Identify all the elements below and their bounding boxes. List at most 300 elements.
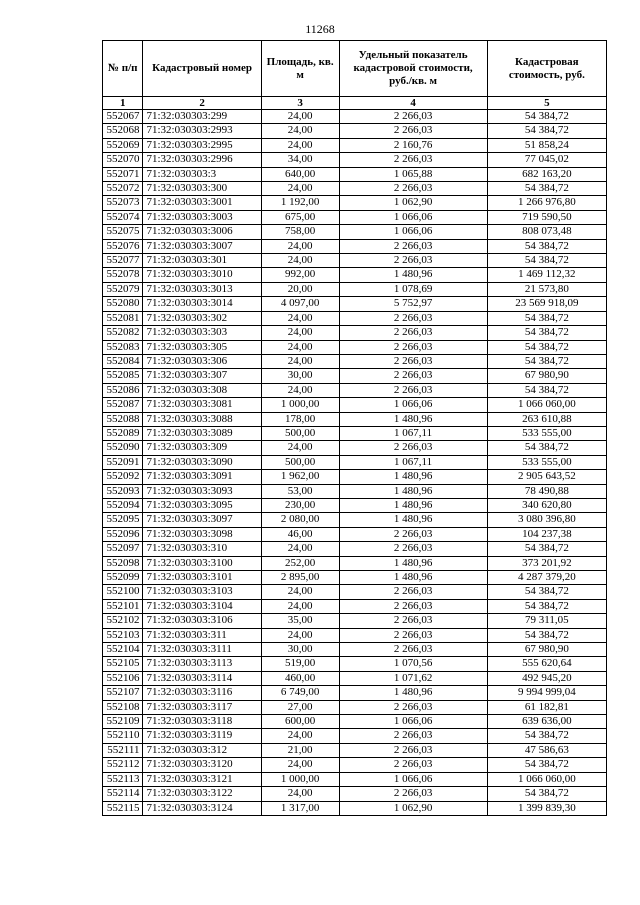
table-row	[103, 484, 607, 498]
table-row	[103, 743, 607, 757]
cadastral-number-cell: 71:32:030303:3124	[143, 801, 261, 815]
specific-value-cell: 2 266,03	[339, 729, 487, 743]
cadastral-number-cell: 71:32:030303:3081	[143, 398, 261, 412]
table-row	[103, 441, 607, 455]
row-number-cell: 552071	[103, 167, 143, 181]
row-number-cell: 552080	[103, 297, 143, 311]
area-cell: 24,00	[261, 585, 339, 599]
area-cell: 1 317,00	[261, 801, 339, 815]
cadastral-value-cell: 54 384,72	[487, 441, 606, 455]
table-row	[103, 110, 607, 124]
table-row	[103, 614, 607, 628]
cadastral-number-cell: 71:32:030303:3116	[143, 686, 261, 700]
cadastral-value-cell: 78 490,88	[487, 484, 606, 498]
table-row	[103, 498, 607, 512]
specific-value-cell: 1 480,96	[339, 686, 487, 700]
area-cell: 640,00	[261, 167, 339, 181]
table-row	[103, 470, 607, 484]
specific-value-cell: 2 266,03	[339, 254, 487, 268]
cadastral-value-cell: 54 384,72	[487, 340, 606, 354]
row-number-cell: 552067	[103, 110, 143, 124]
area-cell: 600,00	[261, 715, 339, 729]
cadastral-number-cell: 71:32:030303:303	[143, 326, 261, 340]
specific-value-cell: 1 480,96	[339, 571, 487, 585]
page-number: 11268	[305, 22, 335, 36]
area-cell: 24,00	[261, 729, 339, 743]
cadastral-value-cell: 67 980,90	[487, 369, 606, 383]
table-row	[103, 282, 607, 296]
table-row	[103, 383, 607, 397]
cadastral-number-cell: 71:32:030303:3010	[143, 268, 261, 282]
area-cell: 24,00	[261, 787, 339, 801]
row-number-cell: 552108	[103, 700, 143, 714]
area-cell: 24,00	[261, 138, 339, 152]
table-row	[103, 153, 607, 167]
area-cell: 2 080,00	[261, 513, 339, 527]
area-cell: 24,00	[261, 628, 339, 642]
cadastral-value-cell: 21 573,80	[487, 282, 606, 296]
specific-value-cell: 2 266,03	[339, 340, 487, 354]
row-number-cell: 552106	[103, 671, 143, 685]
specific-value-cell: 2 266,03	[339, 239, 487, 253]
cadastral-value-cell: 54 384,72	[487, 254, 606, 268]
row-number-cell: 552097	[103, 542, 143, 556]
cadastral-number-cell: 71:32:030303:3001	[143, 196, 261, 210]
table-row	[103, 167, 607, 181]
specific-value-cell: 2 266,03	[339, 153, 487, 167]
cadastral-number-cell: 71:32:030303:312	[143, 743, 261, 757]
table-row	[103, 686, 607, 700]
specific-value-cell: 2 266,03	[339, 369, 487, 383]
row-number-cell: 552102	[103, 614, 143, 628]
cadastral-number-cell: 71:32:030303:302	[143, 311, 261, 325]
row-number-cell: 552089	[103, 426, 143, 440]
cadastral-number-cell: 71:32:030303:3013	[143, 282, 261, 296]
row-number-cell: 552072	[103, 182, 143, 196]
cadastral-value-cell: 263 610,88	[487, 412, 606, 426]
row-number-cell: 552111	[103, 743, 143, 757]
column-number: 2	[143, 97, 261, 110]
specific-value-cell: 2 266,03	[339, 758, 487, 772]
header-specific-value: Удельный показатель кадастровой стоимости, руб./кв. м	[339, 41, 487, 97]
table-row	[103, 599, 607, 613]
specific-value-cell: 2 266,03	[339, 542, 487, 556]
cadastral-value-cell: 77 045,02	[487, 153, 606, 167]
cadastral-value-cell: 639 636,00	[487, 715, 606, 729]
cadastral-value-cell: 54 384,72	[487, 383, 606, 397]
area-cell: 24,00	[261, 239, 339, 253]
specific-value-cell: 1 066,06	[339, 715, 487, 729]
area-cell: 24,00	[261, 340, 339, 354]
cadastral-value-cell: 1 066 060,00	[487, 772, 606, 786]
specific-value-cell: 1 078,69	[339, 282, 487, 296]
area-cell: 24,00	[261, 182, 339, 196]
specific-value-cell: 1 070,56	[339, 657, 487, 671]
cadastral-value-cell: 67 980,90	[487, 643, 606, 657]
row-number-cell: 552073	[103, 196, 143, 210]
cadastral-value-cell: 533 555,00	[487, 426, 606, 440]
cadastral-value-cell: 51 858,24	[487, 138, 606, 152]
cadastral-value-cell: 104 237,38	[487, 527, 606, 541]
row-number-cell: 552090	[103, 441, 143, 455]
cadastral-number-cell: 71:32:030303:3003	[143, 210, 261, 224]
cadastral-number-cell: 71:32:030303:3122	[143, 787, 261, 801]
area-cell: 27,00	[261, 700, 339, 714]
specific-value-cell: 2 266,03	[339, 787, 487, 801]
column-number: 1	[103, 97, 143, 110]
cadastral-value-cell: 1 469 112,32	[487, 268, 606, 282]
cadastral-number-cell: 71:32:030303:3093	[143, 484, 261, 498]
specific-value-cell: 1 480,96	[339, 412, 487, 426]
cadastral-value-cell: 555 620,64	[487, 657, 606, 671]
cadastral-value-cell: 340 620,80	[487, 498, 606, 512]
row-number-cell: 552086	[103, 383, 143, 397]
cadastral-number-cell: 71:32:030303:3121	[143, 772, 261, 786]
row-number-cell: 552092	[103, 470, 143, 484]
table-body	[103, 110, 607, 816]
cadastral-value-cell: 54 384,72	[487, 239, 606, 253]
table-row	[103, 196, 607, 210]
cadastral-number-cell: 71:32:030303:301	[143, 254, 261, 268]
row-number-cell: 552103	[103, 628, 143, 642]
table-row	[103, 671, 607, 685]
area-cell: 4 097,00	[261, 297, 339, 311]
table-row	[103, 268, 607, 282]
specific-value-cell: 2 266,03	[339, 527, 487, 541]
specific-value-cell: 2 160,76	[339, 138, 487, 152]
area-cell: 24,00	[261, 441, 339, 455]
specific-value-cell: 2 266,03	[339, 182, 487, 196]
cadastral-value-cell: 1 066 060,00	[487, 398, 606, 412]
column-number-row	[103, 97, 607, 110]
cadastral-value-cell: 47 586,63	[487, 743, 606, 757]
cadastral-value-cell: 2 905 643,52	[487, 470, 606, 484]
row-number-cell: 552079	[103, 282, 143, 296]
cadastral-number-cell: 71:32:030303:3113	[143, 657, 261, 671]
specific-value-cell: 2 266,03	[339, 383, 487, 397]
row-number-cell: 552107	[103, 686, 143, 700]
table-header-row	[103, 41, 607, 97]
cadastral-value-table	[102, 40, 607, 816]
area-cell: 1 192,00	[261, 196, 339, 210]
specific-value-cell: 5 752,97	[339, 297, 487, 311]
specific-value-cell: 2 266,03	[339, 743, 487, 757]
specific-value-cell: 1 480,96	[339, 498, 487, 512]
specific-value-cell: 1 066,06	[339, 210, 487, 224]
specific-value-cell: 2 266,03	[339, 311, 487, 325]
cadastral-value-cell: 9 994 999,04	[487, 686, 606, 700]
table-row	[103, 571, 607, 585]
area-cell: 24,00	[261, 124, 339, 138]
cadastral-number-cell: 71:32:030303:3097	[143, 513, 261, 527]
area-cell: 230,00	[261, 498, 339, 512]
row-number-cell: 552085	[103, 369, 143, 383]
cadastral-value-cell: 54 384,72	[487, 182, 606, 196]
cadastral-number-cell: 71:32:030303:3103	[143, 585, 261, 599]
cadastral-number-cell: 71:32:030303:3006	[143, 225, 261, 239]
cadastral-value-cell: 54 384,72	[487, 326, 606, 340]
row-number-cell: 552083	[103, 340, 143, 354]
cadastral-number-cell: 71:32:030303:3104	[143, 599, 261, 613]
row-number-cell: 552115	[103, 801, 143, 815]
area-cell: 24,00	[261, 383, 339, 397]
cadastral-number-cell: 71:32:030303:3114	[143, 671, 261, 685]
header-cadastral-number: Кадастровый номер	[143, 41, 261, 97]
area-cell: 35,00	[261, 614, 339, 628]
row-number-cell: 552114	[103, 787, 143, 801]
cadastral-value-cell: 54 384,72	[487, 628, 606, 642]
row-number-cell: 552096	[103, 527, 143, 541]
specific-value-cell: 1 480,96	[339, 556, 487, 570]
table-row	[103, 412, 607, 426]
cadastral-number-cell: 71:32:030303:3101	[143, 571, 261, 585]
area-cell: 758,00	[261, 225, 339, 239]
specific-value-cell: 1 066,06	[339, 772, 487, 786]
specific-value-cell: 2 266,03	[339, 614, 487, 628]
area-cell: 34,00	[261, 153, 339, 167]
specific-value-cell: 1 480,96	[339, 470, 487, 484]
cadastral-number-cell: 71:32:030303:3120	[143, 758, 261, 772]
row-number-cell: 552075	[103, 225, 143, 239]
cadastral-value-cell: 373 201,92	[487, 556, 606, 570]
table-row	[103, 311, 607, 325]
row-number-cell: 552110	[103, 729, 143, 743]
specific-value-cell: 2 266,03	[339, 354, 487, 368]
area-cell: 992,00	[261, 268, 339, 282]
cadastral-value-cell: 54 384,72	[487, 124, 606, 138]
table-row	[103, 628, 607, 642]
table-row	[103, 254, 607, 268]
table-row	[103, 369, 607, 383]
cadastral-value-cell: 54 384,72	[487, 585, 606, 599]
cadastral-value-cell: 1 399 839,30	[487, 801, 606, 815]
area-cell: 21,00	[261, 743, 339, 757]
area-cell: 24,00	[261, 254, 339, 268]
cadastral-number-cell: 71:32:030303:3088	[143, 412, 261, 426]
row-number-cell: 552099	[103, 571, 143, 585]
area-cell: 24,00	[261, 354, 339, 368]
row-number-cell: 552112	[103, 758, 143, 772]
cadastral-value-cell: 54 384,72	[487, 311, 606, 325]
cadastral-number-cell: 71:32:030303:3014	[143, 297, 261, 311]
row-number-cell: 552098	[103, 556, 143, 570]
cadastral-number-cell: 71:32:030303:3090	[143, 455, 261, 469]
cadastral-value-cell: 54 384,72	[487, 542, 606, 556]
specific-value-cell: 1 480,96	[339, 484, 487, 498]
area-cell: 500,00	[261, 455, 339, 469]
specific-value-cell: 2 266,03	[339, 441, 487, 455]
cadastral-number-cell: 71:32:030303:3118	[143, 715, 261, 729]
specific-value-cell: 1 066,06	[339, 225, 487, 239]
cadastral-number-cell: 71:32:030303:3098	[143, 527, 261, 541]
cadastral-number-cell: 71:32:030303:311	[143, 628, 261, 642]
cadastral-number-cell: 71:32:030303:3117	[143, 700, 261, 714]
cadastral-number-cell: 71:32:030303:309	[143, 441, 261, 455]
cadastral-value-cell: 54 384,72	[487, 110, 606, 124]
cadastral-value-cell: 808 073,48	[487, 225, 606, 239]
specific-value-cell: 2 266,03	[339, 124, 487, 138]
cadastral-value-cell: 54 384,72	[487, 787, 606, 801]
cadastral-number-cell: 71:32:030303:3095	[143, 498, 261, 512]
cadastral-number-cell: 71:32:030303:3089	[143, 426, 261, 440]
cadastral-number-cell: 71:32:030303:310	[143, 542, 261, 556]
area-cell: 24,00	[261, 326, 339, 340]
table-row	[103, 297, 607, 311]
table-row	[103, 354, 607, 368]
row-number-cell: 552088	[103, 412, 143, 426]
cadastral-number-cell: 71:32:030303:3111	[143, 643, 261, 657]
row-number-cell: 552087	[103, 398, 143, 412]
cadastral-value-cell: 3 080 396,80	[487, 513, 606, 527]
area-cell: 500,00	[261, 426, 339, 440]
header-row-number: № п/п	[103, 41, 143, 97]
area-cell: 24,00	[261, 311, 339, 325]
header-area: Площадь, кв. м	[261, 41, 339, 97]
specific-value-cell: 2 266,03	[339, 110, 487, 124]
cadastral-value-cell: 23 569 918,09	[487, 297, 606, 311]
table-row	[103, 124, 607, 138]
area-cell: 24,00	[261, 542, 339, 556]
specific-value-cell: 2 266,03	[339, 599, 487, 613]
cadastral-number-cell: 71:32:030303:307	[143, 369, 261, 383]
table-row	[103, 527, 607, 541]
cadastral-number-cell: 71:32:030303:3091	[143, 470, 261, 484]
specific-value-cell: 1 067,11	[339, 426, 487, 440]
specific-value-cell: 1 071,62	[339, 671, 487, 685]
specific-value-cell: 1 062,90	[339, 801, 487, 815]
table-row	[103, 239, 607, 253]
cadastral-value-cell: 719 590,50	[487, 210, 606, 224]
table-row	[103, 513, 607, 527]
table-row	[103, 225, 607, 239]
area-cell: 1 962,00	[261, 470, 339, 484]
cadastral-number-cell: 71:32:030303:3100	[143, 556, 261, 570]
cadastral-value-cell: 79 311,05	[487, 614, 606, 628]
table-row	[103, 801, 607, 815]
area-cell: 53,00	[261, 484, 339, 498]
specific-value-cell: 1 067,11	[339, 455, 487, 469]
table-row	[103, 657, 607, 671]
area-cell: 24,00	[261, 110, 339, 124]
area-cell: 6 749,00	[261, 686, 339, 700]
table-row	[103, 398, 607, 412]
area-cell: 460,00	[261, 671, 339, 685]
area-cell: 178,00	[261, 412, 339, 426]
cadastral-number-cell: 71:32:030303:3119	[143, 729, 261, 743]
row-number-cell: 552113	[103, 772, 143, 786]
table-row	[103, 772, 607, 786]
specific-value-cell: 1 480,96	[339, 268, 487, 282]
cadastral-number-cell: 71:32:030303:3	[143, 167, 261, 181]
cadastral-number-cell: 71:32:030303:2995	[143, 138, 261, 152]
area-cell: 675,00	[261, 210, 339, 224]
cadastral-value-cell: 492 945,20	[487, 671, 606, 685]
cadastral-value-cell: 533 555,00	[487, 455, 606, 469]
cadastral-number-cell: 71:32:030303:2993	[143, 124, 261, 138]
row-number-cell: 552082	[103, 326, 143, 340]
cadastral-number-cell: 71:32:030303:300	[143, 182, 261, 196]
area-cell: 20,00	[261, 282, 339, 296]
row-number-cell: 552093	[103, 484, 143, 498]
cadastral-number-cell: 71:32:030303:299	[143, 110, 261, 124]
column-number: 4	[339, 97, 487, 110]
cadastral-value-cell: 61 182,81	[487, 700, 606, 714]
table-row	[103, 787, 607, 801]
area-cell: 2 895,00	[261, 571, 339, 585]
table-row	[103, 585, 607, 599]
table-row	[103, 758, 607, 772]
area-cell: 24,00	[261, 758, 339, 772]
table-row	[103, 426, 607, 440]
specific-value-cell: 2 266,03	[339, 585, 487, 599]
row-number-cell: 552078	[103, 268, 143, 282]
area-cell: 30,00	[261, 369, 339, 383]
area-cell: 24,00	[261, 599, 339, 613]
row-number-cell: 552095	[103, 513, 143, 527]
table-row	[103, 556, 607, 570]
specific-value-cell: 2 266,03	[339, 326, 487, 340]
area-cell: 1 000,00	[261, 398, 339, 412]
row-number-cell: 552074	[103, 210, 143, 224]
cadastral-number-cell: 71:32:030303:3007	[143, 239, 261, 253]
area-cell: 252,00	[261, 556, 339, 570]
cadastral-number-cell: 71:32:030303:3106	[143, 614, 261, 628]
cadastral-number-cell: 71:32:030303:308	[143, 383, 261, 397]
row-number-cell: 552076	[103, 239, 143, 253]
specific-value-cell: 2 266,03	[339, 643, 487, 657]
cadastral-value-cell: 54 384,72	[487, 758, 606, 772]
header-cadastral-value: Кадастровая стоимость, руб.	[487, 41, 606, 97]
row-number-cell: 552068	[103, 124, 143, 138]
cadastral-number-cell: 71:32:030303:2996	[143, 153, 261, 167]
table-row	[103, 700, 607, 714]
table-row	[103, 340, 607, 354]
specific-value-cell: 2 266,03	[339, 700, 487, 714]
table-row	[103, 210, 607, 224]
row-number-cell: 552105	[103, 657, 143, 671]
column-number: 5	[487, 97, 606, 110]
row-number-cell: 552091	[103, 455, 143, 469]
column-number: 3	[261, 97, 339, 110]
table-row	[103, 455, 607, 469]
specific-value-cell: 1 065,88	[339, 167, 487, 181]
cadastral-value-cell: 682 163,20	[487, 167, 606, 181]
table-row	[103, 182, 607, 196]
row-number-cell: 552100	[103, 585, 143, 599]
table-row	[103, 643, 607, 657]
cadastral-value-cell: 54 384,72	[487, 354, 606, 368]
row-number-cell: 552069	[103, 138, 143, 152]
area-cell: 519,00	[261, 657, 339, 671]
row-number-cell: 552094	[103, 498, 143, 512]
cadastral-value-cell: 54 384,72	[487, 729, 606, 743]
area-cell: 30,00	[261, 643, 339, 657]
cadastral-value-cell: 54 384,72	[487, 599, 606, 613]
cadastral-value-cell: 4 287 379,20	[487, 571, 606, 585]
table-row	[103, 326, 607, 340]
cadastral-value-cell: 1 266 976,80	[487, 196, 606, 210]
specific-value-cell: 1 066,06	[339, 398, 487, 412]
row-number-cell: 552081	[103, 311, 143, 325]
area-cell: 1 000,00	[261, 772, 339, 786]
row-number-cell: 552077	[103, 254, 143, 268]
row-number-cell: 552084	[103, 354, 143, 368]
specific-value-cell: 1 062,90	[339, 196, 487, 210]
table-row	[103, 542, 607, 556]
area-cell: 46,00	[261, 527, 339, 541]
row-number-cell: 552104	[103, 643, 143, 657]
cadastral-number-cell: 71:32:030303:306	[143, 354, 261, 368]
